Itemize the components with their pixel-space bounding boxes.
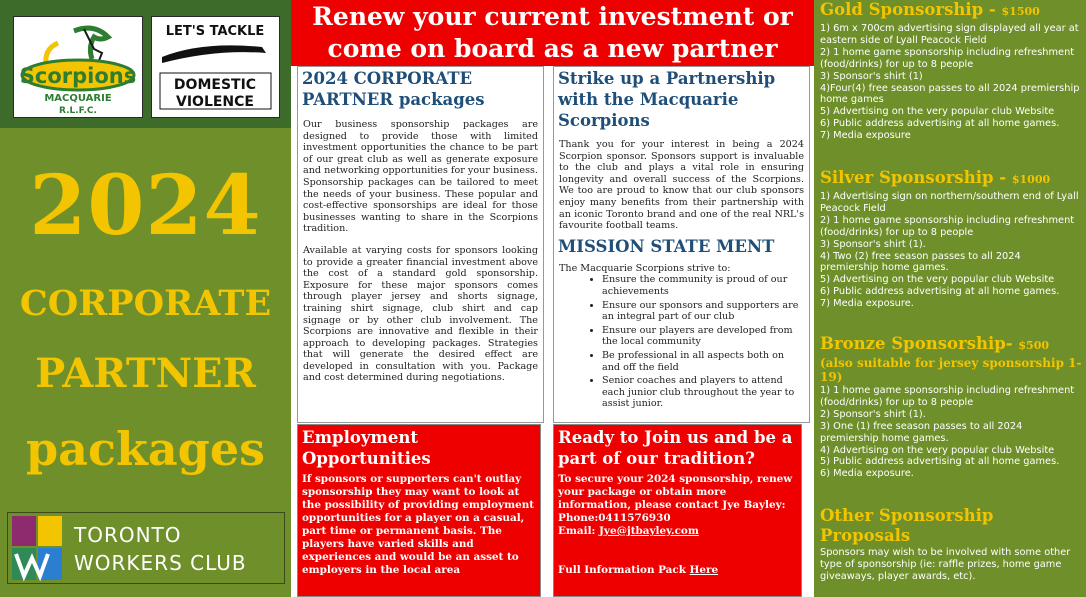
mission-intro: The Macquarie Scorpions strive to:: [559, 262, 731, 274]
list-item: 5) Advertising on the very popular club Website: [820, 106, 1055, 118]
corporate-para1: Our business sponsorship packages are designed to provide those with limited investment opportunities the chance to be part of our great club as well as generate exposure and networking opportunities for your business. Sponsorship packages can be tailored to meet the needs of your business. These popular and cost-effective sponsorships are ideal for those businesses wanting to share in the Scorpions tradition.: [303, 119, 538, 235]
list-item: 7) Media exposure: [820, 130, 911, 142]
mission-title: MISSION STATE MENT: [558, 236, 775, 256]
list-item: 4) Advertising on the very popular club Website: [820, 444, 1055, 456]
bronze-items: [814, 384, 1086, 480]
list-item: 5) Advertising on the very popular club Website: [820, 274, 1055, 286]
list-item: • Ensure the community is proud of our achievements: [602, 274, 803, 297]
info-pack-row: [554, 538, 801, 577]
dv-logo-graphic: [152, 17, 279, 117]
gold-title: [814, 0, 1086, 22]
info-pack-label: Full Information Pack: [558, 564, 690, 576]
bronze-title-text: Bronze Sponsorship-: [820, 334, 1019, 353]
list-item: 6) Public address advertising at all home games.: [820, 286, 1060, 298]
bronze-section: [814, 334, 1086, 480]
list-item: 2) 1 home game sponsorship including refreshment (food/drinks) for up to 8 people: [820, 46, 1075, 70]
other-title: Other Sponsorship Proposals: [820, 506, 994, 545]
logo-scorpions-sub1: MACQUARIE: [44, 93, 112, 104]
list-item: 5) Public address advertising at all home games.: [820, 456, 1060, 468]
list-item: • Senior coaches and players to attend each junior club throughout the year to assist junior.: [602, 375, 803, 410]
list-item: • Be professional in all aspects both on and off the field: [602, 350, 803, 373]
gold-title-text: Gold Sponsorship -: [820, 0, 1002, 19]
arm-icon: [162, 45, 266, 63]
partnership-title: Strike up a Partnership with the Macquarie Scorpions: [558, 69, 776, 130]
list-item: 4)Four(4) free season passes to all 2024 premiership home games: [820, 82, 1080, 106]
list-item: 1) 1 home game sponsorship including refreshment (food/drinks) for up to 8 people: [820, 385, 1075, 408]
list-item: 3) Sponsor's shirt (1): [820, 70, 923, 82]
center-panel: [291, 0, 814, 597]
list-item: 4) Two (2) free season passes to all 2024 premiership home games.: [820, 250, 1021, 274]
headline-banner: [291, 0, 814, 66]
join-phone: Phone:0411576930: [558, 512, 671, 524]
toronto-workers-club-logo: [7, 512, 285, 584]
join-title: Ready to Join us and be a part of our tradition?: [558, 428, 793, 468]
gold-items: [814, 22, 1086, 142]
join-email-row: [554, 525, 801, 538]
left-heading-partner: PARTNER: [35, 350, 256, 397]
sponsor-line2: WORKERS CLUB: [74, 551, 247, 575]
silver-price: $1000: [1011, 173, 1051, 186]
gold-section: [814, 0, 1086, 142]
scorpions-logo: [13, 16, 143, 118]
logo-dv-line1: DOMESTIC: [173, 77, 257, 93]
list-item: • Ensure our sponsors and supporters are an integral part of our club: [602, 300, 803, 323]
other-body: Sponsors may wish to be involved with some other type of sponsorship (ie: raffle prizes, home game giveaways, player awards, etc).: [820, 547, 1071, 582]
email-link[interactable]: Jye@jtbayley.com: [599, 525, 699, 537]
other-section: [814, 506, 1086, 583]
logo-scorpions-sub2: R.L.F.C.: [59, 106, 97, 116]
join-section: [553, 424, 802, 597]
logo-scorpions-word: Scorpions: [19, 64, 137, 88]
left-heading-corporate: CORPORATE: [19, 283, 272, 324]
info-pack-link[interactable]: Here: [689, 564, 719, 576]
bronze-price: $500: [1018, 339, 1050, 352]
domestic-violence-logo: [151, 16, 280, 118]
employment-title: Employment Opportunities: [302, 428, 431, 468]
list-item: 7) Media exposure.: [820, 298, 914, 310]
bronze-title: [814, 334, 1086, 356]
silver-title: [814, 168, 1086, 190]
mission-list: [554, 274, 809, 410]
corporate-para2: Available at varying costs for sponsors looking to provide a greater financial investment above the cost of a standard gold sponsorship. Exposure for these major sponsors comes through player jersey and shorts signage, training shirt signage, club shirt and cap signage or by other club involvement. The Scorpions are innovative and flexible in their approach to developing packages. Strategies that will generate the desired effect are developed in consultation with you. Package and cost determined during negotiations.: [303, 244, 538, 384]
silver-section: [814, 168, 1086, 310]
list-item: 1) 6m x 700cm advertising sign displayed all year at eastern side of Lyall Peacock Field: [820, 23, 1079, 46]
logo-dv-line2: VIOLENCE: [176, 94, 254, 110]
year-heading: 2024: [29, 158, 262, 254]
banner-line2: come on board as a new partner: [327, 34, 778, 63]
right-panel: [814, 0, 1086, 597]
join-email-label: Email:: [558, 525, 599, 537]
twc-emblem-icon: [10, 514, 66, 584]
silver-title-text: Silver Sponsorship -: [820, 168, 1012, 187]
corporate-packages-section: [297, 66, 544, 423]
list-item: 6) Public address advertising at all home games.: [820, 118, 1060, 130]
list-item: 3) One (1) free season passes to all 2024 premiership home games.: [820, 420, 1023, 444]
scorpion-icon: [14, 17, 142, 117]
list-item: 2) Sponsor's shirt (1).: [820, 408, 926, 420]
employment-body: If sponsors or supporters can't outlay sponsorship they may want to look at the possibility of providing employment opportunities for a player on a casual, part time or permanent basis. The players have varied skills and experiences and would be an asset to employers in the local area: [302, 473, 535, 576]
corporate-packages-title: 2024 CORPORATE PARTNER packages: [302, 69, 485, 109]
partnership-para1: Thank you for your interest in being a 2024 Scorpion sponsor. Sponsors support is invaluable to the club and plays a vital role in ensuring longevity and overall success of the Scorpions. We too are proud to know that our club sponsors enjoy many benefits from their partnership with an iconic Toronto brand and one of the real NRL's favourite football teams.: [559, 139, 804, 232]
silver-items: [814, 190, 1086, 310]
banner-line1: Renew your current investment or: [312, 2, 793, 31]
gold-price: $1500: [1001, 5, 1040, 18]
list-item: • Ensure our players are developed from the local community: [602, 325, 803, 348]
sponsor-line1: TORONTO: [74, 523, 182, 547]
join-body: To secure your 2024 sponsorship, renew your package or obtain more information, please contact Jye Bayley:: [558, 473, 793, 511]
logo-dv-top: LET'S TACKLE: [165, 24, 265, 39]
list-item: 3) Sponsor's shirt (1).: [820, 238, 926, 250]
left-panel: [0, 0, 291, 597]
list-item: 2) 1 home game sponsorship including refreshment (food/drinks) for up to 8 people: [820, 214, 1075, 238]
list-item: 1) Advertising sign on northern/southern end of Lyall Peacock Field: [820, 191, 1079, 214]
employment-section: [297, 424, 541, 597]
bronze-subtitle: (also suitable for jersey sponsorship 1-19): [820, 356, 1082, 384]
left-heading-packages: packages: [26, 422, 265, 476]
partnership-section: [553, 66, 810, 423]
list-item: 6) Media exposure.: [820, 468, 914, 480]
